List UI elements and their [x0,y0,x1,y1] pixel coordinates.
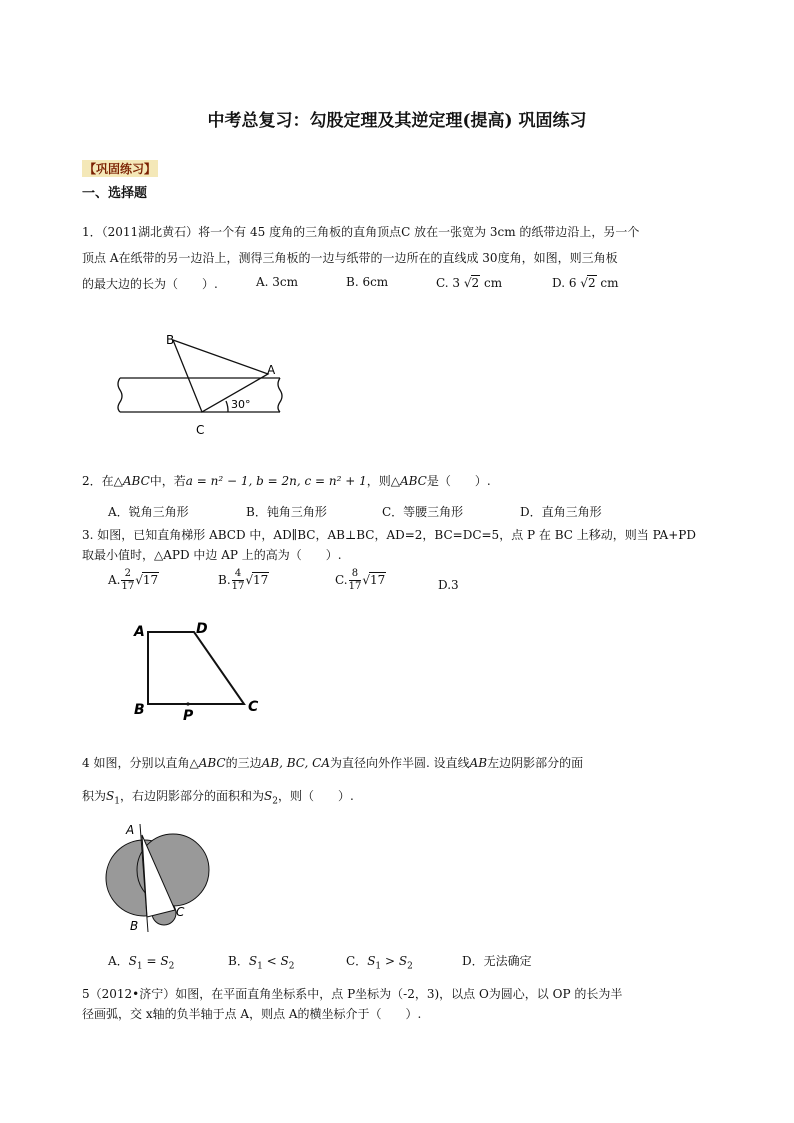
label-c: C [176,905,185,919]
trapezoid [148,632,244,704]
q5-line-2: 径画弧，交 x轴的负半轴于点 A，则点 A的横坐标介于（ ）. [82,1007,422,1021]
q4-option-a: A．$S_1 = S_2$ [108,954,175,972]
q4-option-c: C．$S_1 > S_2$ [346,954,413,972]
q4-figure [100,818,220,936]
q5-line-1: 5（2012•济宁）如图，在平面直角坐标系中，点 P坐标为（-2，3)，以点 O为圆心，以 OP 的长为半 [82,987,623,1001]
q1-line-2: 顶点 A在纸带的另一边沿上，测得三角板的一边与纸带的一边所在的直线成 30度角，如图，则三角板 [82,251,618,265]
q4-line-2: 积为$S_1$，右边阴影部分的面积和为$S_2$，则（ ）. [82,789,354,807]
label-b: B [134,702,145,718]
label-a: A [134,624,145,640]
q1-figure [110,328,290,440]
label-b: B [130,919,139,933]
q3-line-1: 3. 如图，已知直角梯形 ABCD 中，AD∥BC，AB⊥BC，AD=2，BC=DC=5，点 P 在 BC 上移动，则当 PA+PD [82,528,696,542]
q3-fraction-b: $\frac{4}{17}$ [231,568,245,592]
q3-fraction-a: $\frac{2}{17}$ [121,568,135,592]
page-title: 中考总复习：勾股定理及其逆定理(提高) 巩固练习 [207,111,587,131]
q1-line-3: 的最大边的长为（ ）. [82,277,218,291]
q3-line-2: 取最小值时，△APD 中边 AP 上的高为（ ）. [82,548,342,562]
q2-option-c: C．等腰三角形 [382,505,464,519]
q2-option-b: B．钝角三角形 [246,505,327,519]
q2-stem: 2．在△ABC中，若a = n² − 1, b = 2n, c = n² + 1，则△ABC是（ ）. [82,474,491,488]
q3-option-b: B. $\frac{4}{17}$ √17 [218,568,269,592]
tape-left-edge [118,378,122,412]
q3-fraction-c: $\frac{8}{17}$ [348,568,362,592]
q2-option-d: D．直角三角形 [520,505,602,519]
q1-option-a: A. 3cm [256,275,299,289]
section-tag: 【巩固练习】 [84,162,157,176]
angle-arc [226,401,228,412]
q1-option-d: D. 6 √2 cm [552,276,619,290]
q4-option-d: D．无法确定 [462,954,532,968]
q2-option-a: A．锐角三角形 [108,505,189,519]
q3-option-a: A. $\frac{2}{17}$ √17 [108,568,159,592]
label-d: D [196,621,208,637]
section-heading: 一、选择题 [82,186,148,201]
q4-option-b: B．$S_1 < S_2$ [228,954,295,972]
label-a: A [126,823,135,837]
q1-option-c: C. 3 √2 cm [436,276,503,290]
triangle-board [173,340,268,412]
q4-line-1: 4 如图，分别以直角△ABC的三边AB, BC, CA为直径向外作半圆. 设直线AB左边阴影部分的面 [82,756,584,770]
q3-option-c: C. $\frac{8}{17}$ √17 [335,568,386,592]
q1-option-b: B. 6cm [346,275,389,289]
q3-figure [128,616,268,722]
tape-right-edge [278,378,282,412]
label-b: B [166,333,175,347]
label-a: A [267,363,276,377]
label-angle: 30° [231,398,251,411]
label-c: C [248,699,259,715]
label-p: P [183,708,194,722]
point-p [186,702,189,705]
q1-line-1: 1．（2011湖北黄石）将一个有 45 度角的三角板的直角顶点C 放在一张宽为 3cm 的纸带边沿上，另一个 [82,225,640,239]
q3-option-d: D.3 [438,578,459,592]
label-c: C [196,423,205,437]
